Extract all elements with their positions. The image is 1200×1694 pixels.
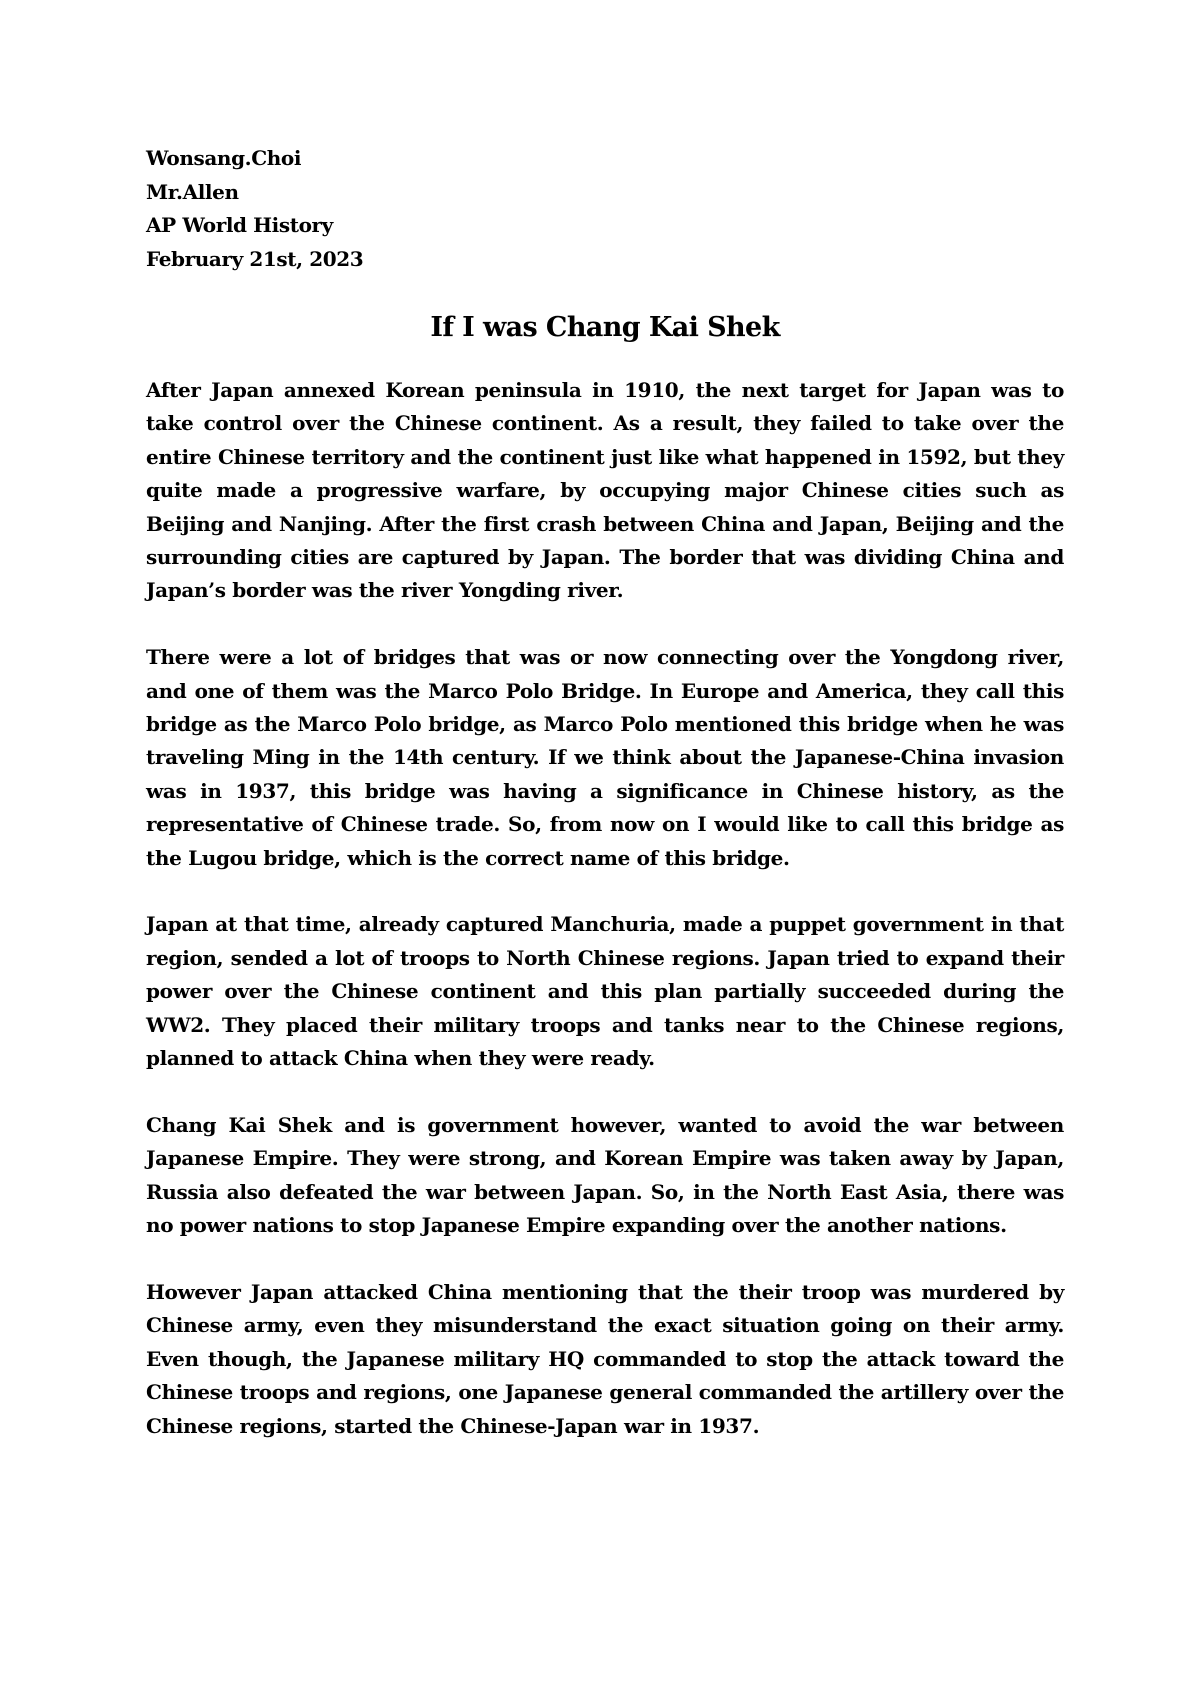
teacher-name: Mr.Allen: [146, 179, 239, 204]
header-block: [146, 142, 1064, 276]
document-body: [146, 374, 1064, 1443]
paragraph: After Japan annexed Korean peninsula in 1910, the next target for Japan was to take control over the Chinese continent. As a result, they failed to take over the entire Chinese territory and the continent just like what happened in 1592, but they quite made a progressive warfare, by occupying major Chinese cities such as Beijing and Nanjing. After the first crash between China and Japan, Beijing and the surrounding cities are captured by Japan. The border that was dividing China and Japan’s border was the river Yongding river.: [146, 378, 1064, 603]
paragraph: Chang Kai Shek and is government however, wanted to avoid the war between Japanese Empire. They were strong, and Korean Empire was taken away by Japan, Russia also defeated the war between Japan. So, in the North East Asia, there was no power nations to stop Japanese Empire expanding over the another nations.: [146, 1112, 1064, 1238]
paragraph: There were a lot of bridges that was or now connecting over the Yongdong river, and one of them was the Marco Polo Bridge. In Europe and America, they call this bridge as the Marco Polo bridge, as Marco Polo mentioned this bridge when he was traveling Ming in the 14th century. If we think about the Japanese-China invasion was in 1937, this bridge was having a significance in Chinese history, as the representative of Chinese trade. So, from now on I would like to call this bridge as the Lugou bridge, which is the correct name of this bridge.: [146, 645, 1064, 870]
document-page: [146, 142, 1064, 1476]
paragraph: However Japan attacked China mentioning that the their troop was murdered by Chinese army, even they misunderstand the exact situation going on their army. Even though, the Japanese military HQ commanded to stop the attack toward the Chinese troops and regions, one Japanese general commanded the artillery over the Chinese regions, started the Chinese-Japan war in 1937.: [146, 1279, 1064, 1438]
document-date: February 21st, 2023: [146, 246, 364, 271]
paragraph: Japan at that time, already captured Manchuria, made a puppet government in that region, sended a lot of troops to North Chinese regions. Japan tried to expand their power over the Chinese continent and this plan partially succeeded during the WW2. They placed their military troops and tanks near to the Chinese regions, planned to attack China when they were ready.: [146, 912, 1064, 1071]
course-name: AP World History: [146, 213, 333, 237]
author-name: Wonsang.Choi: [146, 146, 302, 170]
document-title: If I was Chang Kai Shek: [430, 312, 780, 343]
